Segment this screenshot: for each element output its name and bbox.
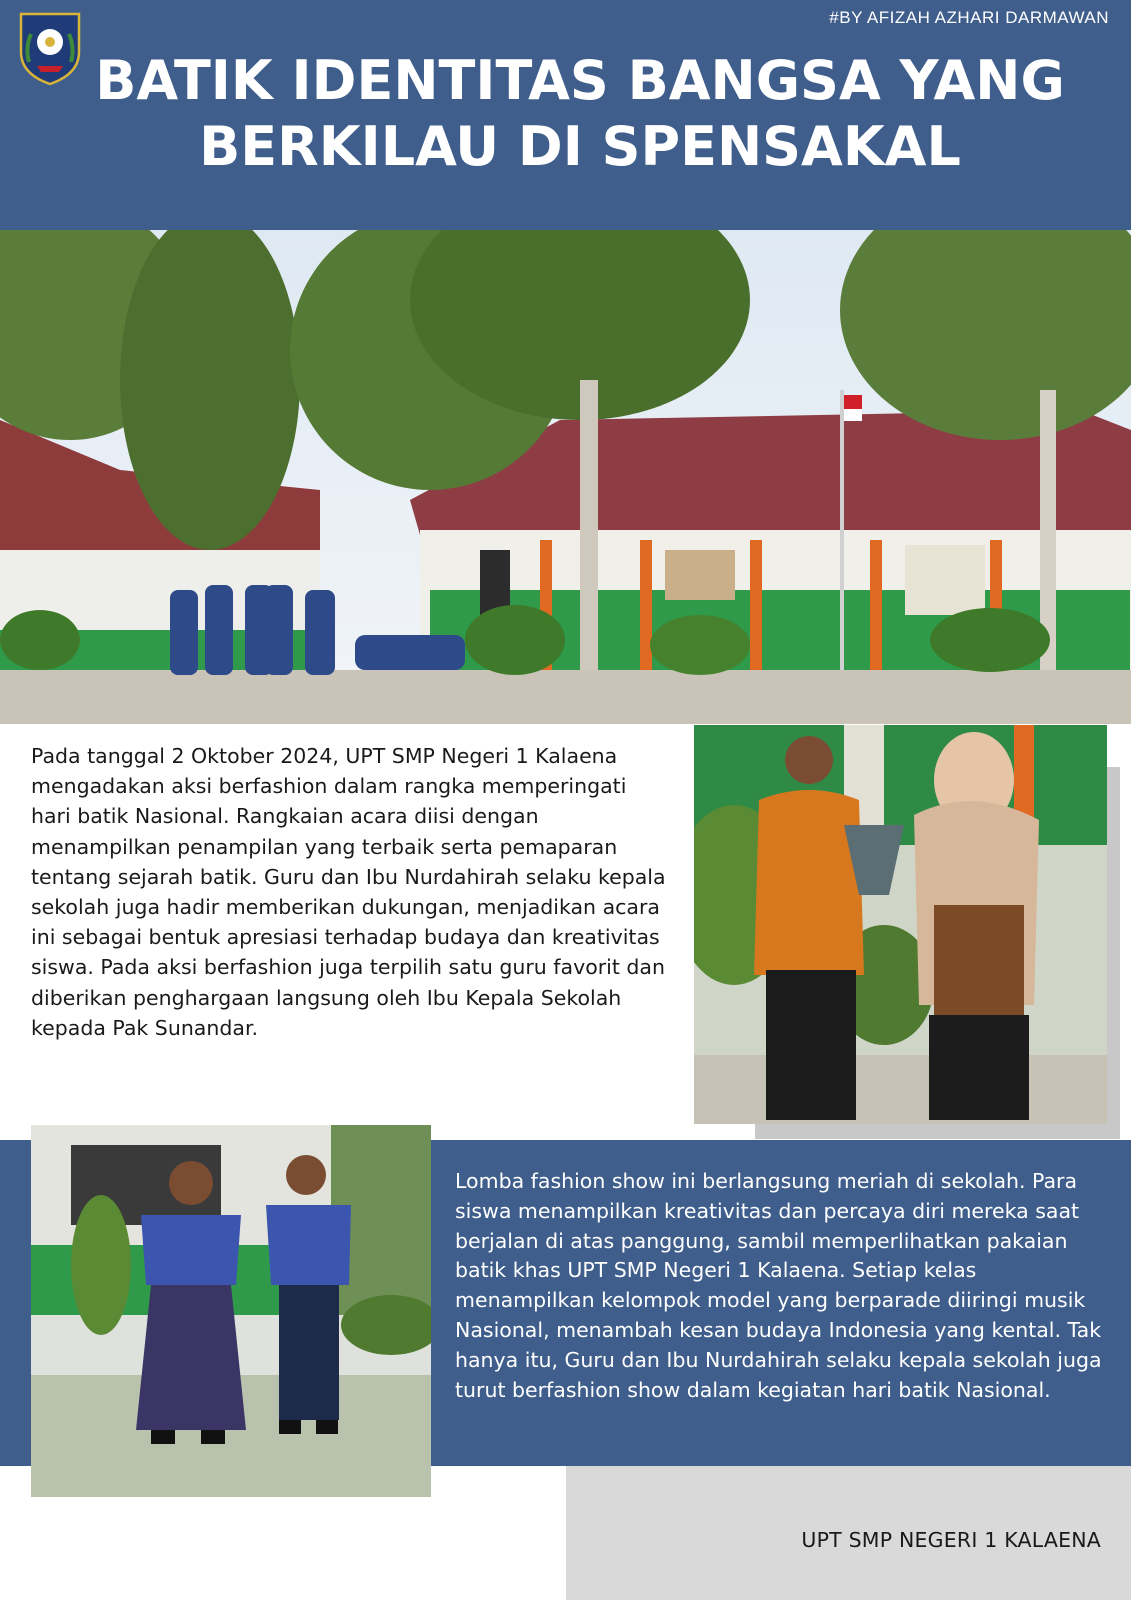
article-paragraph-1: Pada tanggal 2 Oktober 2024, UPT SMP Negeri 1 Kalaena mengadakan aksi berfashion dalam rangka memperingati hari batik Nasional. Rangkaian acara diisi dengan menampilkan penampilan yang terbaik serta pemaparan tentang sejarah batik. Guru dan Ibu Nurdahirah selaku kepala sekolah juga hadir memberikan dukungan, menjadikan acara ini sebagai bentuk apresiasi terhadap budaya dan kreativitas siswa. Pada aksi berfashion juga terpilih satu guru favorit dan diberikan penghargaan langsung oleh Ibu Kepala Sekolah kepada Pak Sunandar.: [31, 744, 666, 1040]
principal-award-photo: [694, 725, 1107, 1124]
header-banner: [0, 0, 1131, 230]
students-fashion-show-photo: [31, 1125, 431, 1497]
title-line-2: BERKILAU DI SPENSAKAL: [199, 115, 961, 178]
page-title: [60, 48, 1100, 180]
title-line-1: BATIK IDENTITAS BANGSA YANG: [95, 49, 1065, 112]
author-byline: #BY AFIZAH AZHARI DARMAWAN: [829, 8, 1109, 27]
footer-school-name: UPT SMP NEGERI 1 KALAENA: [801, 1528, 1101, 1552]
article-paragraph-2: Lomba fashion show ini berlangsung meriah di sekolah. Para siswa menampilkan kreativitas dan percaya diri mereka saat berjalan di atas panggung, sambil memperlihatkan pakaian batik khas UPT SMP Negeri 1 Kalaena. Setiap kelas menampilkan kelompok model yang berparade diiringi musik Nasional, menambah kesan budaya Indonesia yang kental. Tak hanya itu, Guru dan Ibu Nurdahirah selaku kepala sekolah juga turut berfashion show dalam kegiatan hari batik Nasional.: [455, 1169, 1102, 1402]
school-courtyard-photo: [0, 230, 1131, 724]
